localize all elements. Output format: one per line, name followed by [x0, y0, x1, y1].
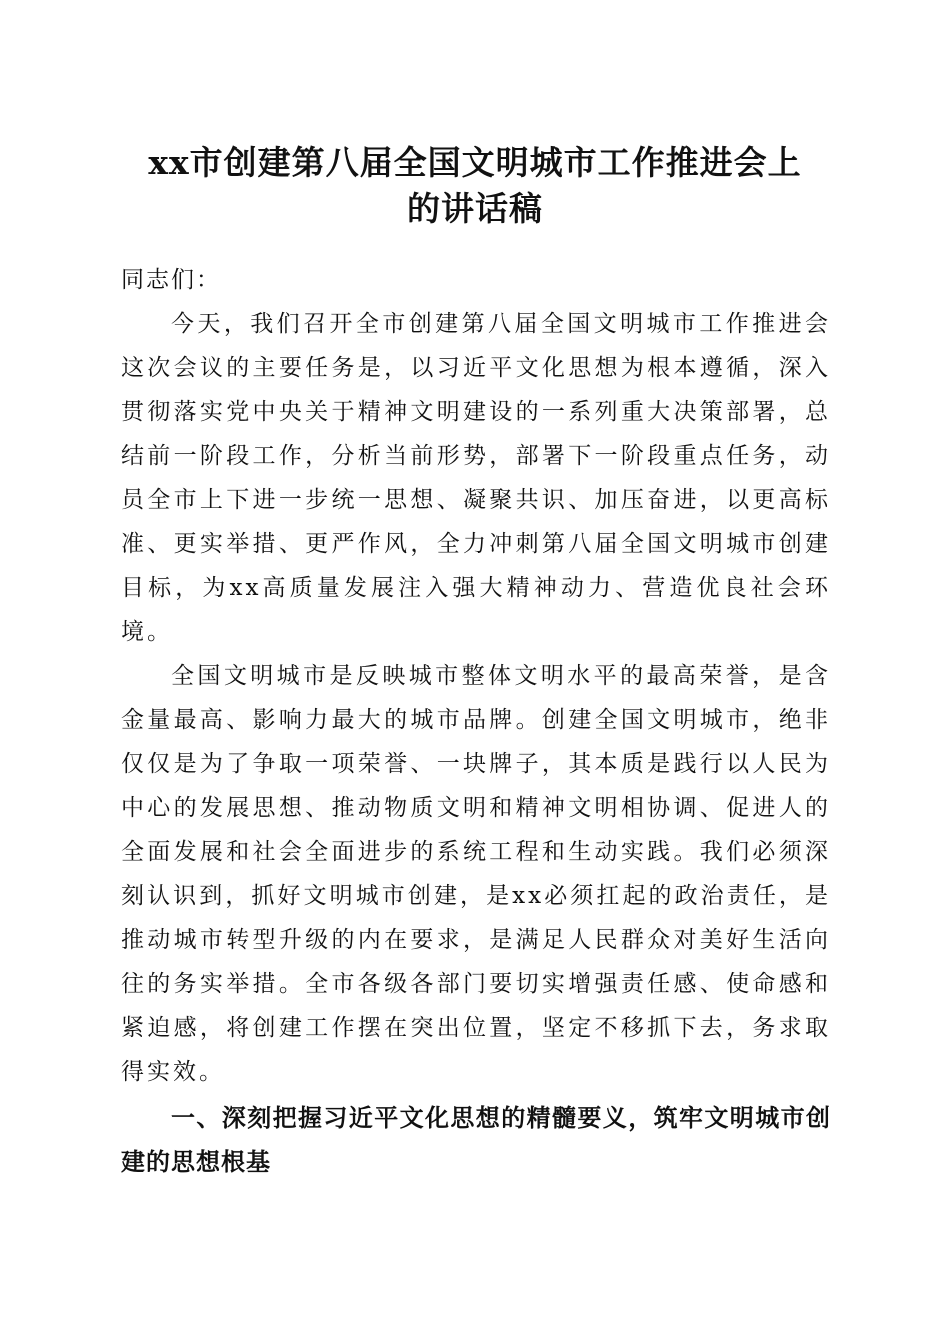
document-body [121, 258, 831, 1184]
salutation: 同志们： [121, 267, 221, 293]
paragraph-2: 全国文明城市是反映城市整体文明水平的最高荣誉，是含金量最高、影响力最大的城市品牌。创建全国文明城市，绝非仅仅是为了争取一项荣誉、一块牌子，其本质是践行以人民为中心的发展思想、推动物质文明和精神文明相协调、促进人的全面发展和社会全面进步的系统工程和生动实践。我们必须深刻认识到，抓好文明城市创建，是xx必须扛起的政治责任，是推动城市转型升级的内在要求，是满足人民群众对美好生活向往的务实举措。全市各级各部门要切实增强责任感、使命感和紧迫感，将创建工作摆在突出位置，坚定不移抓下去，务求取得实效。 [121, 663, 831, 1085]
title-line-2: 的讲话稿 [407, 189, 543, 228]
section-heading: 一、深刻把握习近平文化思想的精髓要义，筑牢文明城市创建的思想根基 [121, 1104, 831, 1176]
title-line-1: xx市创建第八届全国文明城市工作推进会上 [148, 143, 802, 182]
document-title [110, 140, 840, 232]
paragraph-1: 今天，我们召开全市创建第八届全国文明城市工作推进会这次会议的主要任务是，以习近平文化思想为根本遵循，深入贯彻落实党中央关于精神文明建设的一系列重大决策部署，总结前一阶段工作，分析当前形势，部署下一阶段重点任务，动员全市上下进一步统一思想、凝聚共识、加压奋进，以更高标准、更实举措、更严作风，全力冲刺第八届全国文明城市创建目标，为xx高质量发展注入强大精神动力、营造优良社会环境。 [121, 311, 831, 645]
